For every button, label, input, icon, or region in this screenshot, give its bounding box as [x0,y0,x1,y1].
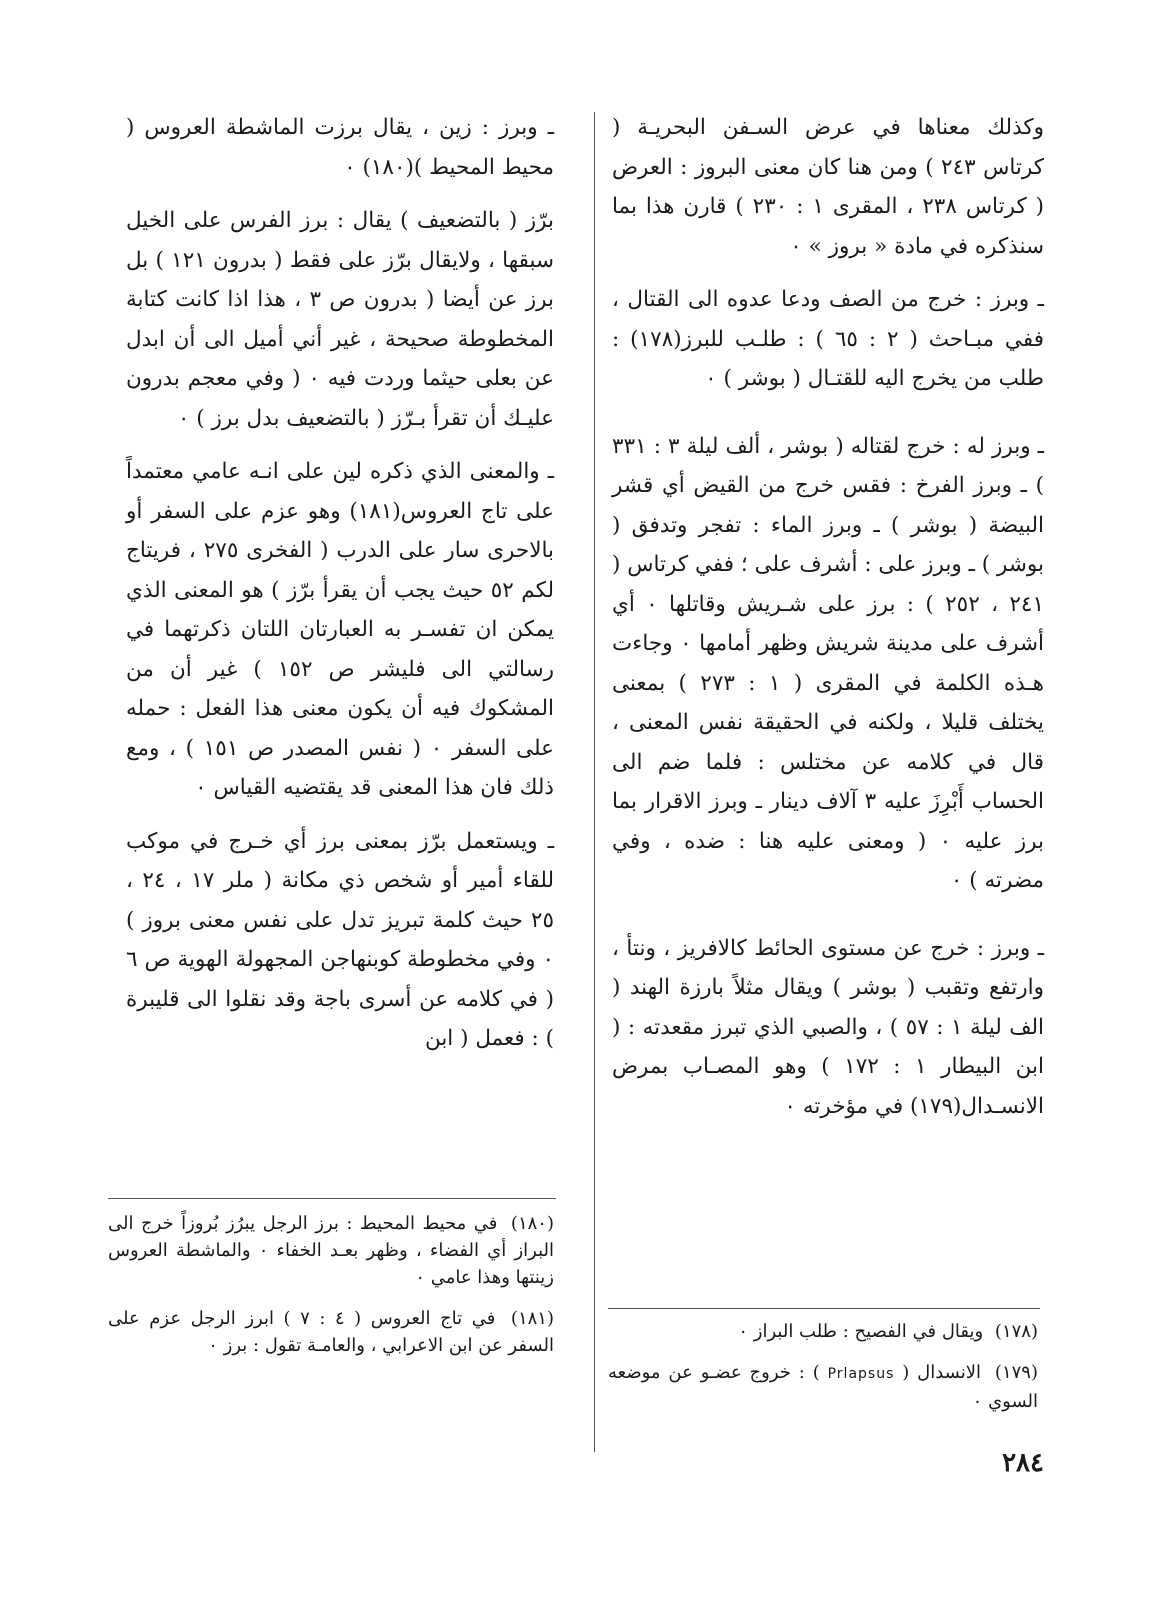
footnote [108,1210,556,1291]
footnote-number: (١٧٩) [994,1362,1038,1383]
footnotes-right [608,1318,1040,1429]
page-number: ٢٨٤ [1002,1448,1044,1478]
footnote-number: (١٧٨) [994,1321,1038,1342]
footnote-latin-term: Prlapsus [827,1366,895,1382]
footnote-text: في تاج العروس ( ٤ : ٧ ) ابرز الرجل عزم على السفر عن ابن الاعرابي ، والعامـة تقول : برز ٠ [108,1308,554,1356]
footnote-rule-left [108,1198,556,1199]
footnote-number: (١٨٠) [510,1213,554,1234]
paragraph: برّز ( بالتضعيف ) يقال : برز الفرس على الخيل سبقها ، ولايقال برّز على فقط ( بدرون ١٢١ ) بل برز عن أيضا ( بدرون ص ٣ ، هذا اذا كانت كتابة المخطوطة صحيحة ، غير أني أميل الى أن ابدل عن بعلى حيثما وردت فيه ٠ ( وفي معجم بدرون عليـك أن تقرأ بـرّز ( بالتضعيف بدل برز ) ٠ [126,208,555,431]
footnote [108,1305,556,1359]
paragraph: ـ ويستعمل برّز بمعنى برز أي خـرج في موكب للقاء أمير أو شخص ذي مكانة ( ملر ١٧ ، ٢٤ ، ٢٥ حيث كلمة تبريز تدل على نفس معنى بروز ) ٠ وفي مخطوطة كوبنهاجن المجهولة الهوية ص ٦ ( في كلامه عن أسرى باجة وقد نقلوا الى قليبرة ) : فعمل ( ابن [126,828,555,1051]
text-column-right [612,108,1044,1140]
text-column-left [126,108,554,1073]
column-divider [594,112,595,1452]
footnote-number: (١٨١) [510,1308,554,1329]
paragraph: وكذلك معناها في عرض السـفن البحريـة ( كرتاس ٢٤٣ ) ومن هنا كان معنى البروز : العرض ( كرتاس ٢٣٨ ، المقرى ١ : ٢٣٠ ) قارن هذا بما سنذكره في مادة « بروز » ٠ [612,115,1045,259]
footnote-text: ) : خروج عضـو عن موضعه السوي ٠ [608,1362,1038,1412]
paragraph: ـ وبرز : خرج عن مستوى الحائط كالافريز ، ونتأ ، وارتفع وتقبب ( بوشر ) ويقال مثلاً بارزة الهند ( الف ليلة ١ : ٥٧ ) ، والصبي الذي تبرز مقعدته : ( ابن البيطار ١ : ١٧٢ ) وهو المصـاب بمرض الانسـدال(١٧٩) في مؤخرته ٠ [612,935,1045,1119]
footnote-text: الانسدال ( [902,1362,982,1383]
footnote-rule-right [608,1308,1040,1309]
paragraph: ـ والمعنى الذي ذكره لين على انـه عامي معتمداً على تاج العروس(١٨١) وهو عزم على السفر أو بالاحرى سار على الدرب ( الفخرى ٢٧٥ ، فريتاج لكم ٥٢ حيث يجب أن يقرأ برّز ) هو المعنى الذي يمكن ان تفسـر به العبارتان اللتان ذكرتهما في رسالتي الى فليشر ص ١٥٢ ) غير أن من المشكوك فيه أن يكون معنى هذا الفعل : حمله على السفر ٠ ( نفس المصدر ص ١٥١ ) ، ومع ذلك فان هذا المعنى قد يقتضيه القياس ٠ [126,459,555,800]
footnote-text: ويقال في الفصيح : طلب البراز ٠ [738,1321,984,1342]
paragraph: ـ وبرز : زين ، يقال برزت الماشطة العروس ( محيط المحيط )(١٨٠) ٠ [126,115,554,180]
footnote [608,1359,1040,1415]
paragraph: ـ وبرز : خرج من الصف ودعا عدوه الى القتال ، ففي مبـاحث ( ٢ : ٦٥ ) : طلـب للبرز(١٧٨) : طلب من يخرج اليه للقتـال ( بوشر ) ٠ [612,287,1044,391]
paragraph: ـ وبرز له : خرج لقتاله ( بوشر ، ألف ليلة ٣ : ٣٣١ ) ـ وبرز الفرخ : فقس خرج من القيض أي قشر البيضة ( بوشر ) ـ وبرز الماء : تفجر وتدفق ( بوشر ) ـ وبرز على : أشرف على ؛ ففي كرتاس ( ٢٤١ ، ٢٥٢ ) : برز على شـريش وقاتلها ٠ أي أشرف على مدينة شريش وظهر أمامها ٠ وجاءت هـذه الكلمة في المقرى ( ١ : ٢٧٣ ) بمعنى يختلف قليلا ، ولكنه في الحقيقة نفس المعنى ، قال في كلامه عن مختلس : فلما ضم الى الحساب أَبْرِزَ عليه ٣ آلاف دينار ـ وبرز الاقرار بما برز عليه ٠ ( ومعنى عليه هنا : ضده ، وفي مضرته ) ٠ [612,433,1045,893]
footnote-text: في محيط المحيط : برز الرجل يبرُز بُروزاً خرج الى البراز أي الفضاء ، وظهر بعـد الخفاء ٠ والماشطة العروس زينتها وهذا عامي ٠ [108,1213,554,1288]
footnote [608,1318,1040,1345]
footnotes-left [108,1210,556,1373]
